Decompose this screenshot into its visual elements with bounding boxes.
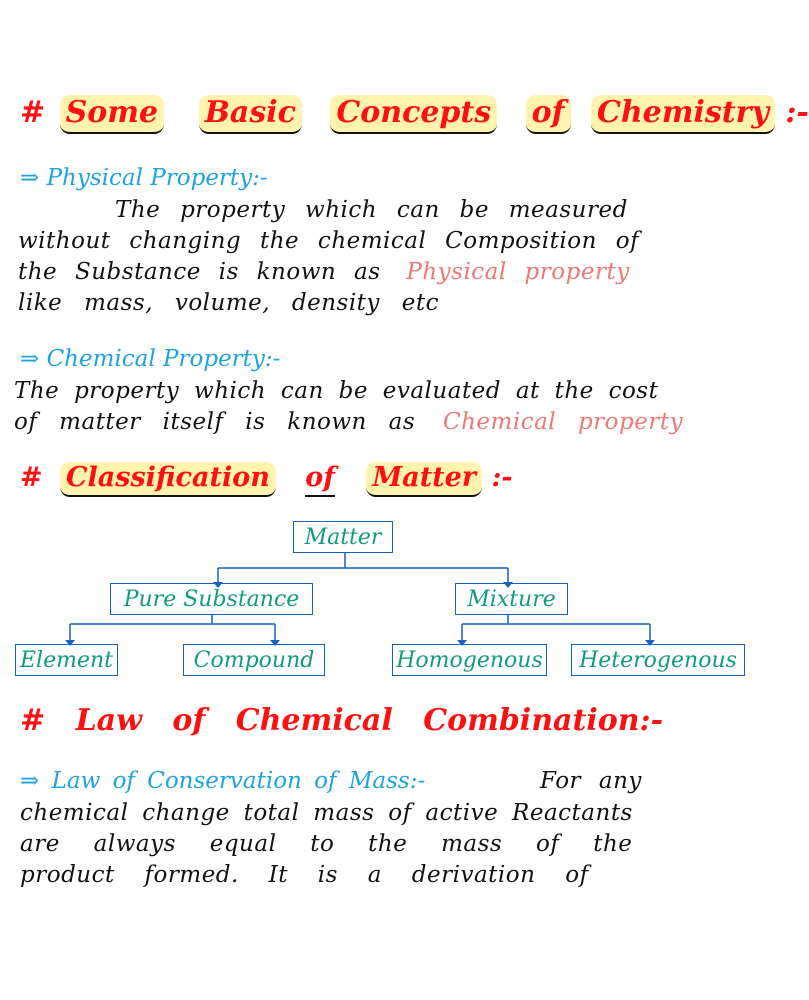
heading-word: Classification — [60, 462, 276, 497]
tree-node-homogenous: Homogenous — [392, 644, 547, 676]
heading-suffix: :- — [785, 95, 809, 130]
physical-property-title: ⇒ Physical Property:- — [20, 165, 268, 191]
heading-hash: # — [20, 462, 43, 493]
law-title: ⇒ Law of Conservation of Mass:- — [20, 768, 426, 794]
heading-word: Some — [60, 95, 165, 134]
heading-word: Basic — [199, 95, 302, 134]
physical-property-term: Physical property — [406, 259, 630, 285]
physical-line-4: like mass, volume, density etc — [18, 290, 439, 316]
heading-suffix: :- — [491, 462, 513, 493]
heading-hash: # — [20, 95, 46, 130]
tree-node-element: Element — [15, 644, 118, 676]
law-line-4: product formed. It is a derivation of — [20, 862, 589, 888]
physical-line-2: without changing the chemical Composition of — [18, 228, 640, 254]
physical-line-1: The property which can be measured — [115, 197, 628, 223]
chemical-line-2-text: of matter itself is known as — [14, 409, 416, 435]
law-line-3: are always equal to the mass of the — [20, 831, 633, 857]
chemical-property-term: Chemical property — [443, 409, 684, 435]
heading-word: Chemistry — [591, 95, 775, 134]
tree-node-matter: Matter — [293, 521, 393, 553]
chemical-property-title: ⇒ Chemical Property:- — [20, 346, 281, 372]
heading-word: Concepts — [330, 95, 497, 134]
tree-node-mixture: Mixture — [455, 583, 568, 615]
tree-node-heterogenous: Heterogenous — [571, 644, 745, 676]
tree-node-pure-substance: Pure Substance — [110, 583, 313, 615]
law-line-2: chemical change total mass of active Reactants — [20, 800, 633, 826]
heading-word: Matter — [366, 462, 482, 497]
physical-line-3-text: the Substance is known as — [18, 259, 381, 285]
law-line-1: For any — [540, 768, 642, 794]
law-heading: # Law of Chemical Combination:- — [20, 703, 664, 738]
tree-node-compound: Compound — [183, 644, 325, 676]
heading-word: of — [526, 95, 571, 134]
heading-word: of — [305, 462, 335, 497]
chemical-line-1: The property which can be evaluated at the cost — [14, 378, 659, 404]
